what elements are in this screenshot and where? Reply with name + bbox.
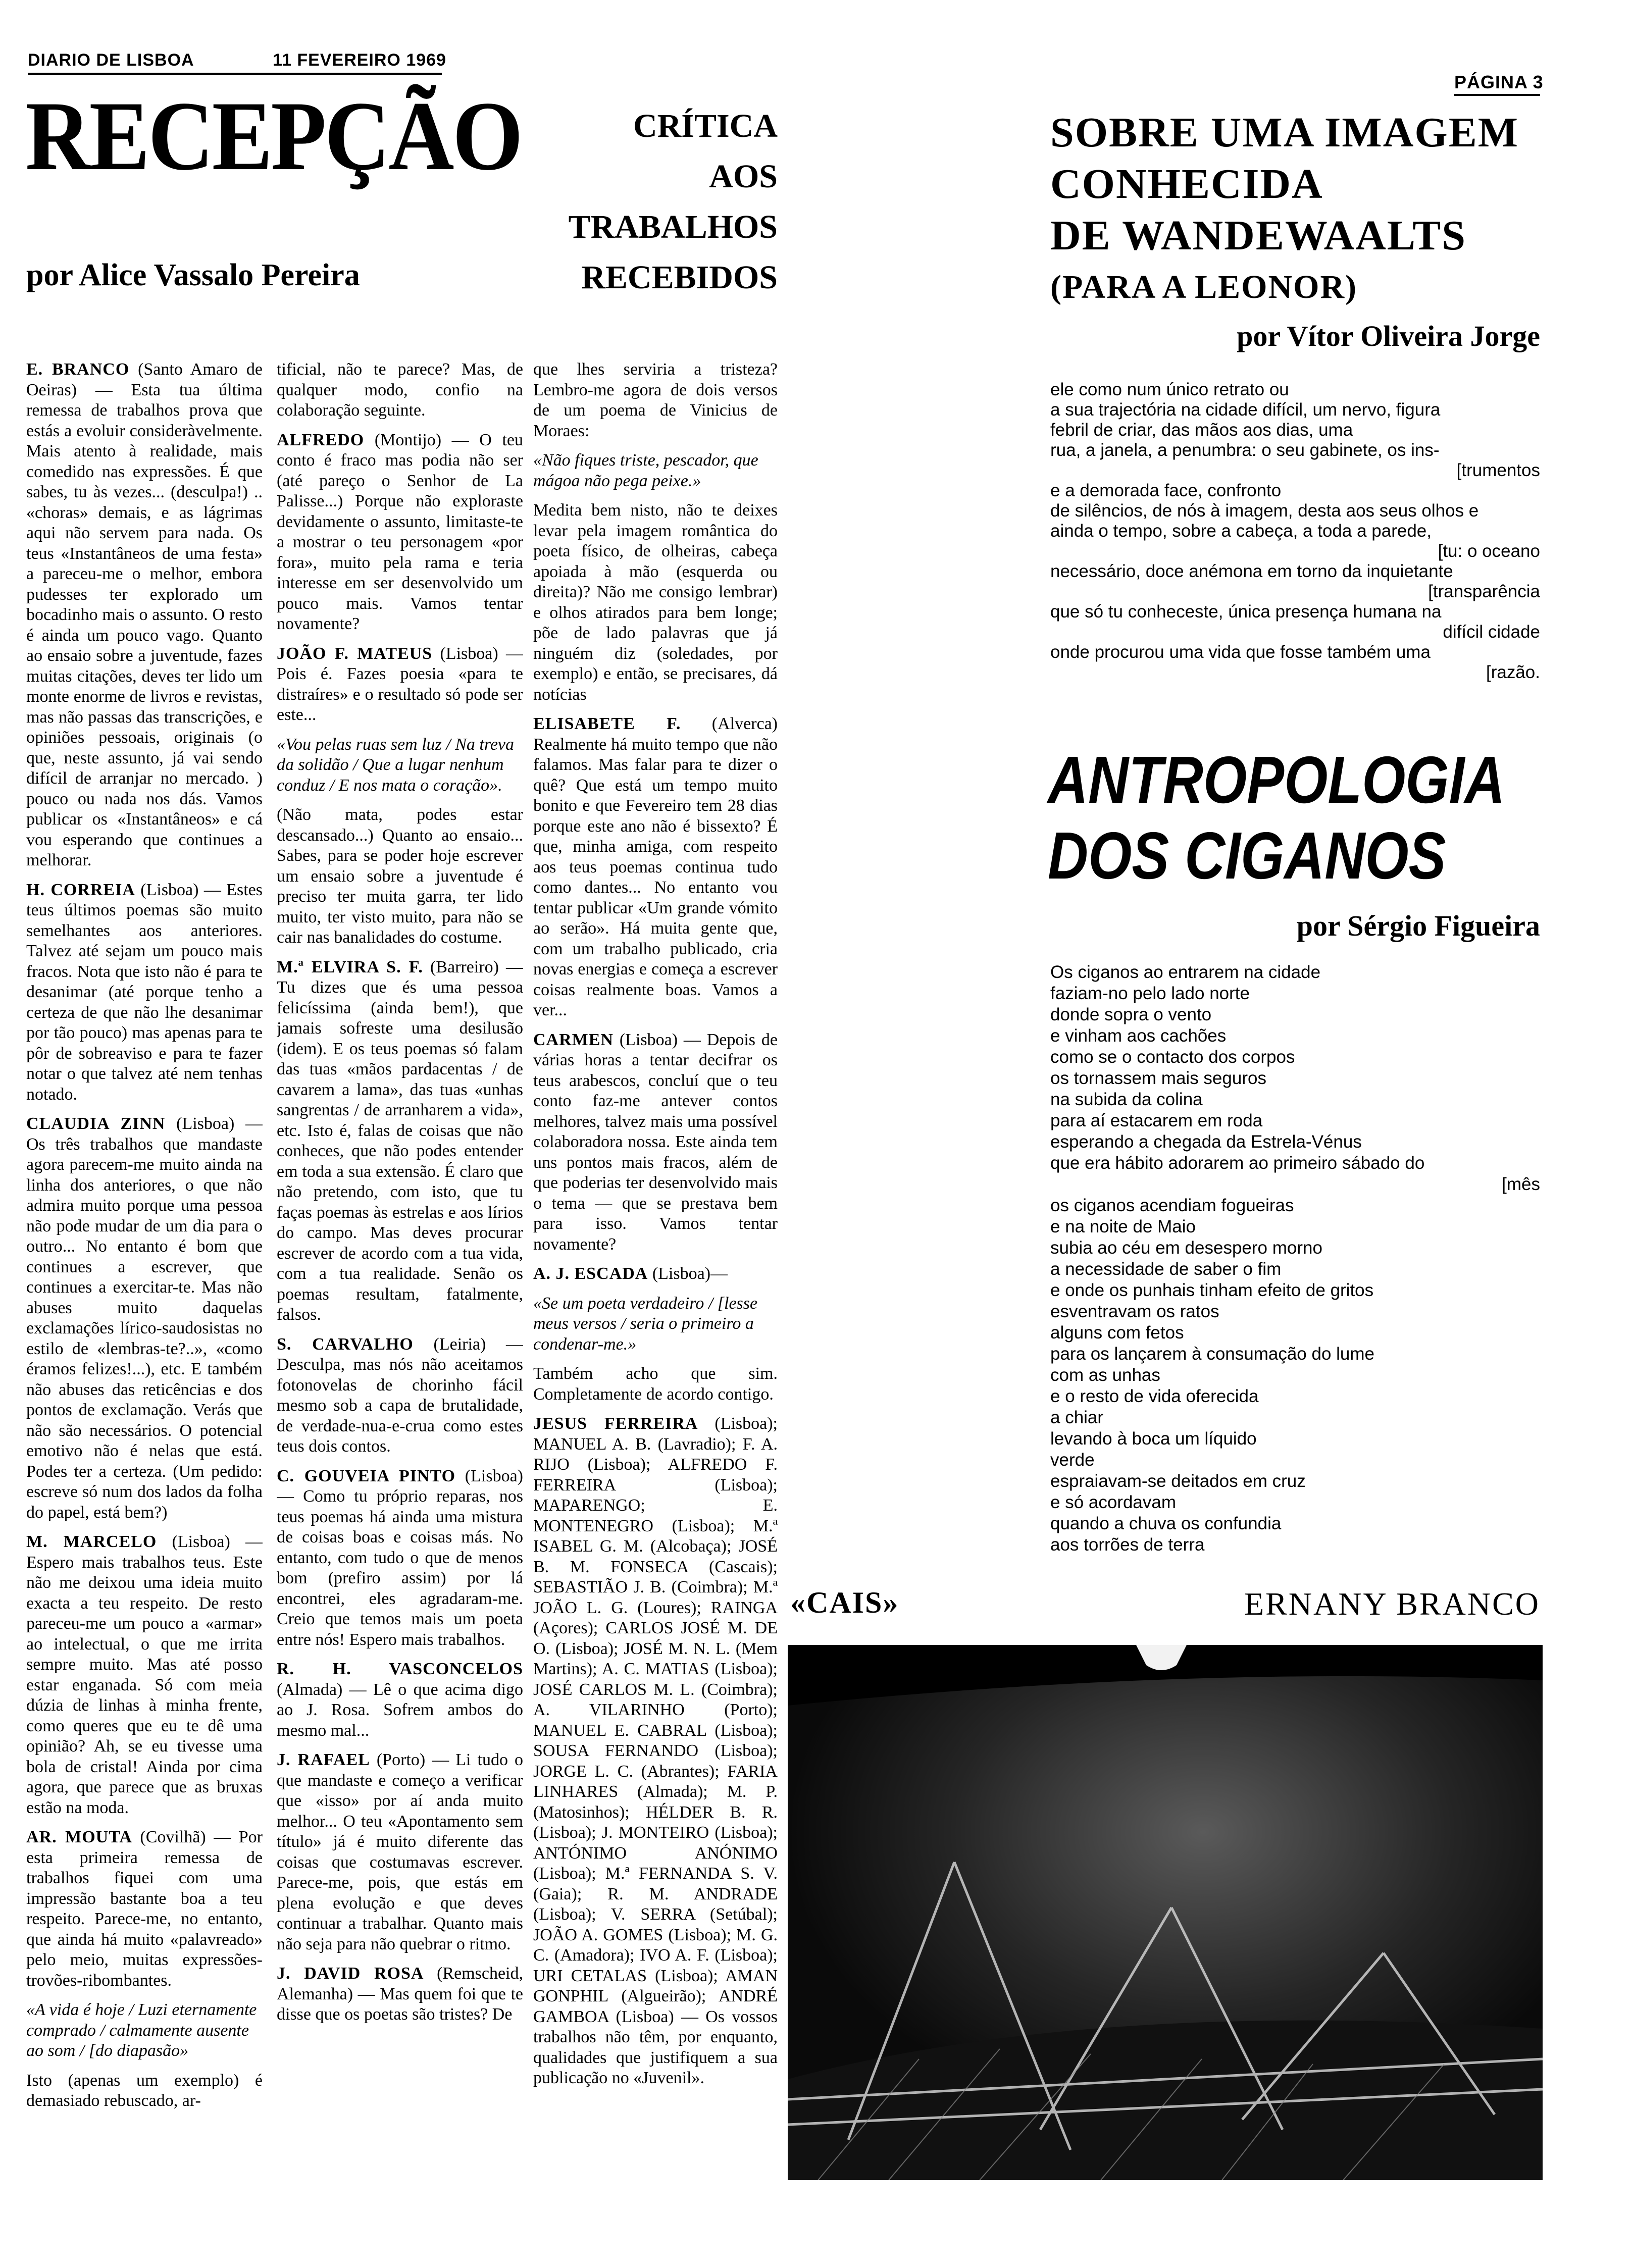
poem-line: febril de criar, das mãos aos dias, uma [1050, 420, 1353, 440]
poem-line: ele como num único retrato ou [1050, 380, 1289, 399]
recepcao-column-1 [26, 359, 263, 2248]
page-number: PÁGINA 3 [1454, 72, 1544, 92]
wandewaalts-title [1050, 107, 1519, 313]
quoted-verse: «Não fiques triste, pescador, que mágoa não pega peixe.» [533, 451, 758, 490]
masthead-rule-left [28, 73, 442, 75]
poem-line: e vinham aos cachões [1050, 1026, 1227, 1046]
poem-line: a sua trajectória na cidade difícil, um nervo, figura [1050, 400, 1441, 420]
recepcao-title: RECEPÇÃO [25, 81, 522, 191]
antropologia-poem [1050, 962, 1540, 1556]
title-line: CONHECIDA [1050, 161, 1323, 208]
letter-paragraph: Medita bem nisto, não te deixes levar pela imagem romântica do poeta físico, de olheiras, cabeça apoiada à mão (esquerda ou direita)? Não me consigo lembrar) e olhos atirados para bem longe; põe de lado palavras que já ninguém diz (soledades, por exemplo) e então, se precisares, dá notícias [533, 501, 778, 704]
poem-line: [tu: o oceano [1438, 541, 1540, 561]
quoted-verse: «Se um poeta verdadeiro / [lesse meus versos / seria o primeiro a condenar-me.» [533, 1294, 758, 1354]
wandewaalts-poem [1050, 380, 1540, 683]
letter-paragraph: C. GOUVEIA PINTO (Lisboa) — Como tu próprio reparas, nos teus poemas há ainda uma mistura de coisas boas e coisas más. No entanto, com tudo o que de menos bom (prefiro assim) por lá encontrei, eles agradaram-me. Creio que temos mais um poeta entre nós! Espero mais trabalhos. [277, 1466, 523, 1649]
letter-paragraph: CARMEN (Lisboa) — Depois de várias horas a tentar decifrar os teus arabescos, concluí que o teu conto faz-me antever contos melhores, talvez mais uma possível colaboradora nossa. Este ainda tem uns pontos mais fracos, além de que poderias ter desenvolvido mais o tema — que se prestava bem para isso. Vamos tentar novamente? [533, 1030, 778, 1254]
letter-paragraph: CLAUDIA ZINN (Lisboa) — Os três trabalhos que mandaste agora parecem-me muito ainda na linha dos anteriores, o que não admira muito porque uma pessoa não pode mudar de um dia para o outro... No entanto é bom que continues a escrever, que continues a exercitar-te. Mas não abuses muito daquelas exclamações lírico-saudosistas no estilo de «lembras-te?..», «como éramos felizes!...), etc. E também não abuses das reticências e dos pontos de exclamação. Verás que não são necessários. O potencial emotivo não é nelas que está. Podes ter a certeza. (Um pedido: escreve só num dos lados da folha do papel, está bem?) [26, 1114, 263, 1522]
poem-line: subia ao céu em desespero morno [1050, 1238, 1322, 1258]
poem-line: a chiar [1050, 1408, 1104, 1427]
letter-paragraph: Isto (apenas um exemplo) é demasiado rebuscado, ar- [26, 2071, 263, 2110]
quoted-verse: «Vou pelas ruas sem luz / Na treva da solidão / Que a lugar nenhum conduz / E nos mata o coração». [277, 735, 515, 795]
poem-line: os ciganos acendiam fogueiras [1050, 1196, 1294, 1215]
letter-paragraph: J. RAFAEL (Porto) — Li tudo o que mandaste e começo a verificar que «isso» por aí anda muito melhor... O teu «Apontamento sem título» já é muito diferente das coisas que costumavas escrever. Parece-me, pois, que estás em plena evolução e que deves continuar a trabalhar. Quanto mais não seja para não quebrar o ritmo. [277, 1750, 523, 1953]
recepcao-column-2 [277, 359, 523, 2248]
recepcao-column-3 [533, 359, 778, 2248]
cais-photograph [788, 1645, 1543, 2180]
letter-paragraph: tificial, não te parece? Mas, de qualquer modo, confio na colaboração seguinte. [277, 360, 523, 420]
letter-paragraph: JOÃO F. MATEUS (Lisboa) — Pois é. Fazes poesia «para te distraíres» e o resultado só pode ser este... [277, 644, 523, 724]
poem-line: esperando a chegada da Estrela-Vénus [1050, 1132, 1362, 1152]
title-line: (PARA A LEONOR) [1050, 269, 1358, 305]
letter-paragraph: H. CORREIA (Lisboa) — Estes teus últimos poemas são muito semelhantes aos anteriores. Talvez até sejam um pouco mais fracos. Nota que isto não é para te desanimar (até porque tenho a certeza de que não lhe desanimar por tão pouco) mas apenas para te pôr de sobreaviso e para te fazer notar o que talvez até nem tenhas notado. [26, 880, 263, 1104]
poem-line: esventravam os ratos [1050, 1302, 1219, 1321]
letter-paragraph: ALFREDO (Montijo) — O teu conto é fraco mas podia não ser (até pareço o Senhor de La Palisse...) Porque não exploraste devidamente o assunto, limitaste-te a mostrar o teu personagem «por fora», muito pela rama e teria interesse em ser desenvolvido um pouco mais. Vamos tentar novamente? [277, 430, 523, 633]
letter-paragraph: ELISABETE F. (Alverca) Realmente há muito tempo que não falamos. Mas falar para te dizer o quê? Que está um tempo muito bonito e que Fevereiro tem 28 dias porque este ano não é bissexto? É que, minha amiga, com respeito aos teus poemas continua tudo como dantes... No entanto vou tentar publicar «Um grande vómito ao serão». Há muita gente que, com um trabalho publicado, cria novas energias e começa a escrever coisas realmente boas. Vamos a ver... [533, 714, 778, 1019]
poem-line: alguns com fetos [1050, 1323, 1184, 1343]
letter-paragraph: (Não mata, podes estar descansado...) Quanto ao ensaio... Sabes, para se poder hoje escrever um ensaio sobre a juventude é preciso ter muita garra, ter lido muito, ter visto muito, para não se cair nas banalidades do costume. [277, 805, 523, 947]
wandewaalts-byline: por Vítor Oliveira Jorge [1237, 320, 1540, 352]
poem-line: faziam-no pelo lado norte [1050, 984, 1250, 1003]
subtitle-line: CRÍTICA [633, 108, 778, 144]
poem-line: a necessidade de saber o fim [1050, 1259, 1282, 1279]
poem-line: rua, a janela, a penumbra: o seu gabinete, os ins- [1050, 440, 1440, 460]
letter-paragraph: R. H. VASCONCELOS (Almada) — Lê o que acima digo ao J. Rosa. Sofrem ambos do mesmo mal... [277, 1660, 523, 1740]
title-line: ANTROPOLOGIA [1048, 743, 1505, 817]
letter-paragraph: JESUS FERREIRA (Lisboa); MANUEL A. B. (Lavradio); F. A. RIJO (Lisboa); ALFREDO F. FERREIRA (Lisboa); MAPARENGO; E. MONTENEGRO (Lisboa); M.ª ISABEL G. M. (Alcobaça); JOSÉ B. M. FONSECA (Cascais); SEBASTIÃO J. B. (Coimbra); M.ª JOÃO L. G. (Loures); RAINGA (Açores); CARLOS JOSÉ M. DE O. (Lisboa); JOSÉ M. N. L. (Mem Martins); A. C. MATIAS (Lisboa); JOSÉ CARLOS M. L. (Coimbra); A. VILARINHO (Porto); MANUEL E. CABRAL (Lisboa); SOUSA FERNANDO (Lisboa); JORGE L. C. (Abrantes); FARIA LINHARES (Almada); M. P. (Matosinhos); HÉLDER B. R. (Lisboa); J. MONTEIRO (Lisboa); ANTÓNIMO ANÓNIMO (Lisboa); M.ª FERNANDA S. V. (Gaia); R. M. ANDRADE (Lisboa); V. SERRA (Setúbal); JOÃO A. GOMES (Lisboa); M. G. C. (Amadora); IVO A. F. (Lisboa); URI CETALAS (Lisboa); AMAN GONPHIL (Algueirão); ANDRÉ GAMBOA (Lisboa) — Os vossos trabalhos não têm, por enquanto, qualidades que justifiquem a sua publicação no «Juvenil». [533, 1414, 778, 2087]
poem-line: na subida da colina [1050, 1090, 1203, 1109]
poem-line: os tornassem mais seguros [1050, 1068, 1266, 1088]
poem-line: necessário, doce anémona em torno da inquietante [1050, 561, 1453, 581]
poem-line: que só tu conheceste, única presença humana na [1050, 602, 1442, 622]
masthead-paper-name: DIARIO DE LISBOA [28, 50, 194, 70]
letter-paragraph: M.ª ELVIRA S. F. (Barreiro) — Tu dizes que és uma pessoa felicíssima (ainda bem!), que jamais sofreste uma desilusão (idem). E os teus poemas só falam das tuas «mãos pardacentas / de cavarem a lama», das tuas «unhas sangrentas / de arranharem a vida», etc. Isto é, falas de coisas que não conheces, que não podes entender em toda a sua extensão. É claro que não pretendo, com isto, que tu faças poemas às estrelas e aos lírios do campo. Mas deves procurar escrever de acordo com a tua vida, com a tua realidade. Senão os poemas resultam, fatalmente, falsos. [277, 957, 523, 1324]
poem-line: espraiavam-se deitados em cruz [1050, 1471, 1306, 1491]
letter-paragraph: S. CARVALHO (Leiria) — Desculpa, mas nós não aceitamos fotonovelas de chorinho fácil mesmo sob a capa de brutalidade, de verdade-nua-e-crua como estes teus dois contos. [277, 1334, 523, 1456]
quoted-verse: «A vida é hoje / Luzi eternamente comprado / calmamente ausente ao som / [do diapasão» [26, 2000, 257, 2060]
photo-caption-title: «CAIS» [790, 1586, 899, 1619]
poem-line: [razão. [1486, 662, 1540, 682]
poem-line: e a demorada face, confronto [1050, 481, 1282, 500]
poem-line: para os lançarem à consumação do lume [1050, 1344, 1375, 1364]
subtitle-line: TRABALHOS [568, 209, 778, 245]
poem-line: quando a chuva os confundia [1050, 1514, 1282, 1533]
letter-paragraph: AR. MOUTA (Covilhã) — Por esta primeira remessa de trabalhos fiquei com uma impressão bastante boa a teu respeito. Parece-me, no entanto, que ainda há muito «palavreado» pelo meio, muitas expressões-trovões-ribombantes. [26, 1828, 263, 1990]
poem-line: difícil cidade [1443, 622, 1540, 642]
photo-caption-author: ERNANY BRANCO [1244, 1586, 1540, 1622]
masthead-date: 11 FEVEREIRO 1969 [273, 50, 446, 70]
letter-paragraph: J. DAVID ROSA (Remscheid, Alemanha) — Mas quem foi que te disse que os poetas são tristes? De [277, 1964, 523, 2024]
poem-line: donde sopra o vento [1050, 1005, 1212, 1024]
poem-line: levando à boca um líquido [1050, 1429, 1257, 1449]
poem-line: com as unhas [1050, 1365, 1160, 1385]
poem-line: e onde os punhais tinham efeito de gritos [1050, 1280, 1374, 1300]
title-line: SOBRE UMA IMAGEM [1050, 109, 1519, 156]
poem-line: ainda o tempo, sobre a cabeça, a toda a parede, [1050, 521, 1432, 541]
letter-paragraph: que lhes serviria a tristeza? Lembro-me agora de dois versos de um poema de Vinicius de Moraes: [533, 360, 778, 440]
title-line: DE WANDEWAALTS [1050, 212, 1466, 259]
cais-photo-drawing [788, 1645, 1543, 2180]
poem-line: [trumentos [1456, 460, 1540, 480]
recepcao-subtitle [545, 101, 778, 303]
poem-line: onde procurou uma vida que fosse também uma [1050, 642, 1431, 662]
subtitle-line: RECEBIDOS [581, 259, 778, 296]
antropologia-byline: por Sérgio Figueira [1296, 909, 1540, 942]
poem-line: [mês [1502, 1174, 1540, 1194]
poem-line: para aí estacarem em roda [1050, 1111, 1263, 1130]
poem-line: de silêncios, de nós à imagem, desta aos seus olhos e [1050, 501, 1479, 521]
antropologia-title [1048, 742, 1505, 894]
letter-paragraph: M. MARCELO (Lisboa) — Espero mais trabalhos teus. Este não me deixou uma ideia muito exacta a teu respeito. De resto pareceu-me um pouco a «armar» ao intelectual, o que me irrita sempre muito. Mas até posso estar enganada. Só com meia dúzia de linhas à minha frente, como queres que eu te dê uma opinião? Ah, se eu tivesse uma bola de cristal! Ainda por cima agora, que parece que as bruxas estão na moda. [26, 1532, 263, 1817]
poem-line: [transparência [1428, 582, 1540, 601]
masthead-rule-right [1454, 94, 1540, 96]
poem-line: e o resto de vida oferecida [1050, 1386, 1259, 1406]
poem-line: aos torrões de terra [1050, 1535, 1205, 1555]
recepcao-byline: por Alice Vassalo Pereira [26, 258, 360, 292]
letter-paragraph: E. BRANCO (Santo Amaro de Oeiras) — Esta tua última remessa de trabalhos prova que estás a evoluir consideràvelmente. Mais atento à realidade, mais comedido nas expressões. É que sabes, tu às vezes... (desculpa!) .. «choras» demais, e as lágrimas aqui não servem para nada. Os teus «Instantâneos de uma festa» a pareceu-me o melhor, embora pudesses ter explorado um bocadinho mais o assunto. O resto é ainda um pouco vago. Quanto ao ensaio sobre a juventude, fazes muitas citações, deves ter lido um monte enorme de livros e revistas, mas não passas das transcrições, e opiniões pessoais, originais (o que, neste assunto, já vai sendo difícil de arranjar no mercado. ) pouco ou nada nos dás. Vamos publicar os «Instantâneos» e cá vou esperando que continues a melhorar. [26, 360, 263, 869]
title-line: DOS CIGANOS [1048, 818, 1446, 893]
letter-paragraph: Também acho que sim. Completamente de acordo contigo. [533, 1364, 778, 1404]
poem-line: que era hábito adorarem ao primeiro sábado do [1050, 1153, 1425, 1173]
poem-line: como se o contacto dos corpos [1050, 1047, 1295, 1067]
letter-paragraph: A. J. ESCADA (Lisboa)— [533, 1264, 728, 1283]
poem-line: Os ciganos ao entrarem na cidade [1050, 962, 1321, 982]
poem-line: e só acordavam [1050, 1492, 1177, 1512]
poem-line: verde [1050, 1450, 1095, 1470]
subtitle-line: AOS [709, 158, 778, 195]
poem-line: e na noite de Maio [1050, 1217, 1196, 1236]
